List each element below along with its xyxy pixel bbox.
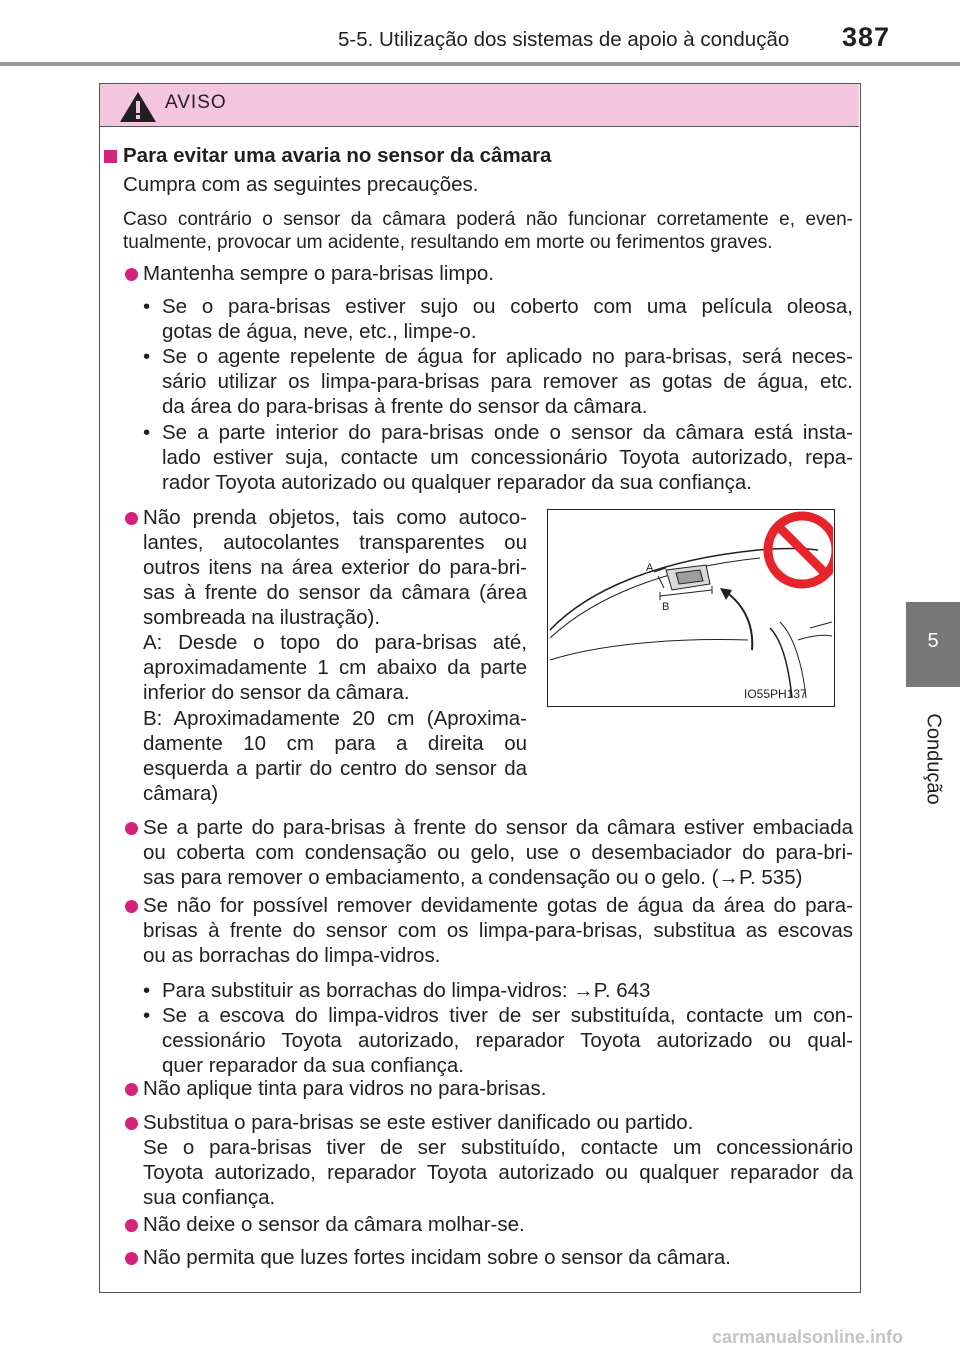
bullet-dot-icon bbox=[125, 1252, 138, 1265]
dimension-label-a: A bbox=[646, 562, 654, 574]
sub-item-line: quer reparador da sua confiança. bbox=[162, 1054, 465, 1077]
windshield-drawing bbox=[548, 510, 833, 705]
sub-item-line: Para substituir as borrachas do limpa-vidros: →P. 643 bbox=[162, 979, 651, 1002]
item-line: A: Desde o topo do para-brisas até, bbox=[143, 631, 527, 654]
section-title: 5-5. Utilização dos sistemas de apoio à condução bbox=[338, 28, 790, 51]
watermark: carmanualsonline.info bbox=[712, 1327, 904, 1347]
item-text: Mantenha sempre o para-brisas limpo. bbox=[143, 262, 494, 285]
sub-bullet: • bbox=[143, 1004, 151, 1027]
item-line: esquerda a partir do centro do sensor da bbox=[143, 757, 527, 780]
sub-item-line: da área do para-brisas à frente do sensor da câmara. bbox=[162, 395, 648, 418]
heading-square-icon bbox=[104, 150, 117, 163]
item-line: damente 10 cm para a direita ou bbox=[143, 732, 527, 755]
item-line: aproximadamente 1 cm abaixo da parte bbox=[143, 656, 527, 679]
item-text: Não deixe o sensor da câmara molhar-se. bbox=[143, 1213, 525, 1236]
warning-intro: Cumpra com as seguintes precauções. bbox=[123, 173, 479, 196]
item-line: sas à frente do sensor da câmara (área bbox=[143, 581, 527, 604]
warning-title: AVISO bbox=[165, 92, 227, 113]
bullet-dot-icon bbox=[125, 1083, 138, 1096]
chapter-label: Condução bbox=[922, 713, 945, 805]
item-line: Se o para-brisas tiver de ser substituído, contacte um concessionário bbox=[143, 1136, 853, 1159]
bullet-dot-icon bbox=[125, 268, 138, 281]
item-line: Não prenda objetos, tais como autoco- bbox=[143, 506, 527, 529]
item-line: B: Aproximadamente 20 cm (Aproxima- bbox=[143, 707, 527, 730]
bullet-dot-icon bbox=[125, 512, 138, 525]
windshield-illustration bbox=[547, 509, 835, 707]
sub-item-line: Se o para-brisas estiver sujo ou coberto com uma película oleosa, bbox=[162, 295, 853, 318]
item-line: Substitua o para-brisas se este estiver danificado ou partido. bbox=[143, 1111, 694, 1134]
item-text: Não aplique tinta para vidros no para-brisas. bbox=[143, 1077, 547, 1100]
sub-item-line: sário utilizar os limpa-para-brisas para remover as gotas de água, etc. bbox=[162, 370, 853, 393]
item-line: inferior do sensor da câmara. bbox=[143, 681, 410, 704]
sub-item-line: gotas de água, neve, etc., limpe-o. bbox=[162, 320, 477, 343]
item-line: Se a parte do para-brisas à frente do sensor da câmara estiver embaciada bbox=[143, 816, 853, 839]
illustration-code: IO55PH137 bbox=[744, 687, 807, 701]
sub-item-line: rador Toyota autorizado ou qualquer reparador da sua confiança. bbox=[162, 471, 752, 494]
item-line: sombreada na ilustração). bbox=[143, 606, 381, 629]
item-line: Toyota autorizado, reparador Toyota autorizado ou qualquer reparador da bbox=[143, 1161, 853, 1184]
sub-item-line: cessionário Toyota autorizado, reparador Toyota autorizado ou qual- bbox=[162, 1029, 853, 1052]
bullet-dot-icon bbox=[125, 822, 138, 835]
consequence-line: Caso contrário o sensor da câmara poderá não funcionar corretamente e, even- bbox=[123, 209, 853, 230]
item-line: ou coberta com condensação ou gelo, use o desembaciador do para-bri- bbox=[143, 841, 853, 864]
dimension-label-b: B bbox=[662, 601, 670, 613]
item-line: lantes, autocolantes transparentes ou bbox=[143, 531, 527, 554]
sub-item-line: Se o agente repelente de água for aplicado no para-brisas, será neces- bbox=[162, 345, 853, 368]
sub-item-line: Se a escova do limpa-vidros tiver de ser substituída, contacte um con- bbox=[162, 1004, 853, 1027]
item-line: ou as borrachas do limpa-vidros. bbox=[143, 944, 441, 967]
item-line: sua confiança. bbox=[143, 1186, 276, 1209]
chapter-number: 5 bbox=[927, 630, 939, 652]
sub-bullet: • bbox=[143, 295, 151, 318]
item-line: câmara) bbox=[143, 782, 219, 805]
item-line: outros itens na área exterior do para-bri- bbox=[143, 556, 527, 579]
item-line: brisas à frente do sensor com os limpa-para-brisas, substitua as escovas bbox=[143, 919, 853, 942]
sub-item-line: Se a parte interior do para-brisas onde o sensor da câmara está insta- bbox=[162, 421, 853, 444]
page-number: 387 bbox=[842, 22, 891, 52]
item-line: Se não for possível remover devidamente gotas de água da área do para- bbox=[143, 894, 853, 917]
sub-bullet: • bbox=[143, 979, 151, 1002]
bullet-dot-icon bbox=[125, 1117, 138, 1130]
item-text: Não permita que luzes fortes incidam sobre o sensor da câmara. bbox=[143, 1246, 731, 1269]
sub-bullet: • bbox=[143, 345, 151, 368]
sub-bullet: • bbox=[143, 421, 151, 444]
bullet-dot-icon bbox=[125, 1219, 138, 1232]
item-line: sas para remover o embaciamento, a condensação ou o gelo. (→P. 535) bbox=[143, 866, 803, 889]
sub-item-line: lado estiver suja, contacte um concessionário Toyota autorizado, repa- bbox=[162, 446, 853, 469]
bullet-dot-icon bbox=[125, 900, 138, 913]
warning-heading: Para evitar uma avaria no sensor da câmara bbox=[123, 144, 552, 167]
consequence-line: tualmente, provocar um acidente, resultando em morte ou ferimentos graves. bbox=[123, 232, 773, 253]
